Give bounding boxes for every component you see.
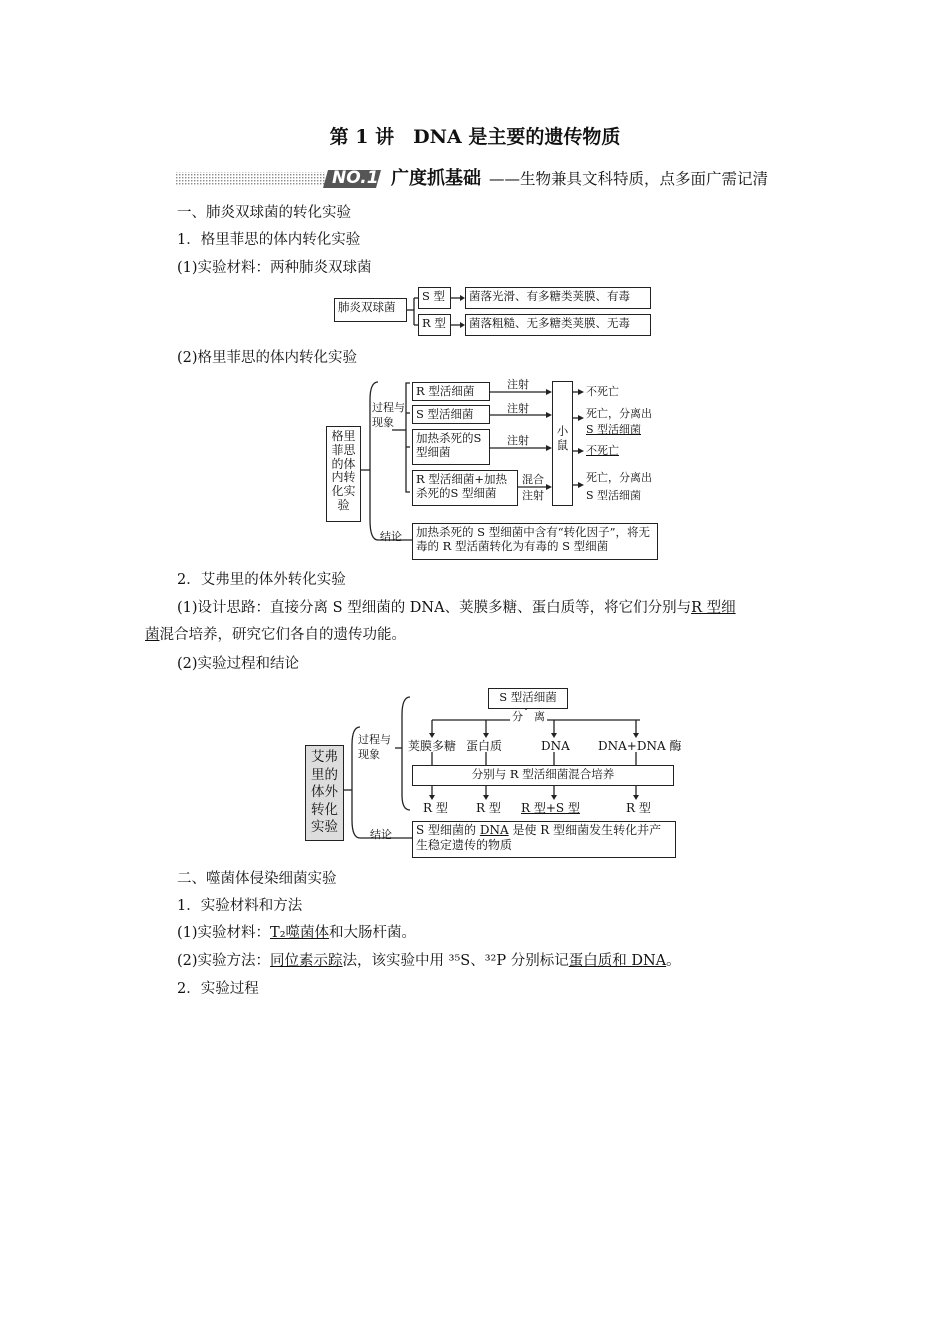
diagram3-outcome-1: R 型 [423, 801, 448, 815]
method-answer: 同位素示踪 [270, 953, 343, 969]
diagram3-conclusion-answer: DNA [479, 823, 509, 837]
diagram3-component-1: 荚膜多糖 [408, 739, 457, 753]
diagram2-result-4b: S 型活细菌 [586, 489, 642, 502]
item-heading: 1．实验材料和方法 [177, 898, 303, 914]
diagram1-root: 肺炎双球菌 [334, 298, 407, 322]
design-answer: 菌 [145, 627, 160, 643]
diagram3-top-box: S 型活细菌 [488, 688, 568, 709]
banner-badge: NO.1 [332, 168, 379, 188]
diagram2-inject-label: 注射 [507, 434, 529, 447]
design-answer: R 型细 [691, 600, 736, 616]
diagram2-inject-label: 注射 [507, 402, 529, 415]
diagram2-result-4a: 死亡，分离出 [586, 471, 652, 484]
method-text: 。 [666, 953, 681, 969]
diagram2-conclusion: 加热杀死的 S 型细菌中含有“转化因子”，将无毒的 R 型活菌转化为有毒的 S 型细菌 [412, 523, 658, 560]
diagram1-s-type: S 型 [418, 287, 451, 309]
item-heading: 1．格里菲思的体内转化实验 [177, 232, 361, 248]
banner-heading: 广度抓基础 [391, 168, 481, 189]
diagram2-group-s-live: S 型活细菌 [412, 405, 490, 424]
diagram3-component-3: DNA [541, 739, 570, 753]
materials-answer: T₂噬菌体 [270, 925, 330, 941]
diagram3-conclusion-text: S 型细菌的 [416, 823, 480, 837]
diagram2-group-s-heat-killed: 加热杀死的S 型细菌 [412, 429, 490, 465]
diagram2-root: 格里菲思的体内转化实验 [326, 426, 361, 522]
method-answer: 蛋白质和 DNA [568, 953, 667, 969]
method-text: 法，该实验中用 ³⁵S、³²P 分别标记 [342, 953, 569, 969]
diagram2-inject-label: 注射 [522, 489, 544, 502]
sub-heading: (2)实验过程和结论 [177, 656, 300, 672]
materials-line [177, 925, 416, 942]
diagram3-root: 艾弗里的体外转化实验 [305, 745, 344, 841]
diagram2-process-label: 过程与现象 [372, 401, 405, 429]
method-text: (2)实验方法： [177, 953, 271, 969]
method-line [177, 953, 681, 970]
sub-heading: (1)实验材料：两种肺炎双球菌 [177, 260, 372, 276]
diagram3-conclusion [412, 821, 676, 858]
design-text: (1)设计思路：直接分离 S 型细菌的 DNA、荚膜多糖、蛋白质等，将它们分别与 [177, 600, 692, 616]
diagram3-mix-box: 分别与 R 型活细菌混合培养 [412, 765, 674, 786]
diagram2-group-r-live: R 型活细菌 [412, 382, 490, 401]
materials-text: 和大肠杆菌。 [329, 925, 417, 941]
diagram2-mouse: 小鼠 [552, 381, 573, 506]
materials-text: (1)实验材料： [177, 925, 271, 941]
page-title: 第 1 讲 DNA 是主要的遗传物质 [329, 126, 621, 148]
diagram2-group-mixed: R 型活细菌+加热杀死的S 型细菌 [412, 470, 518, 506]
diagram3-component-4: DNA+DNA 酶 [598, 739, 682, 753]
diagram1-s-desc: 菌落光滑、有多糖类荚膜、有毒 [465, 287, 651, 309]
diagram2-result-2a: 死亡，分离出 [586, 407, 652, 420]
diagram2-inject-label: 注射 [507, 378, 529, 391]
sub-heading: (2)格里菲思的体内转化实验 [177, 350, 358, 366]
item-heading: 2．艾弗里的体外转化实验 [177, 572, 346, 588]
section-heading: 二、噬菌体侵染细菌实验 [177, 871, 337, 887]
diagram3-component-2: 蛋白质 [466, 739, 503, 753]
diagram3-conclusion-text: 是使 R 型细菌发生转化并产生稳定遗传的物质 [416, 823, 662, 852]
diagram2-result-3: 不死亡 [586, 444, 619, 457]
diagram3-separate-label: 分 离 [512, 710, 545, 723]
design-text: 混合培养，研究它们各自的遗传功能。 [159, 627, 406, 643]
diagram2-result-1: 不死亡 [586, 385, 619, 398]
diagram2-conclusion-label: 结论 [380, 530, 402, 543]
diagram3-outcome-2: R 型 [476, 801, 501, 815]
diagram3-process-label: 过程与现象 [358, 733, 391, 761]
diagram3-outcome-3: R 型+S 型 [521, 801, 580, 815]
diagram3-outcome-4: R 型 [626, 801, 651, 815]
section-heading: 一、肺炎双球菌的转化实验 [177, 205, 351, 221]
diagram2-result-2b: S 型活细菌 [586, 423, 642, 436]
banner-subtitle: ——生物兼具文科特质，点多面广需记清 [489, 170, 769, 188]
diagram3-conclusion-label: 结论 [370, 828, 392, 841]
diagram1-r-desc: 菌落粗糙、无多糖类荚膜、无毒 [465, 314, 651, 336]
diagram2-mix-label: 混合 [522, 473, 544, 486]
diagram1-r-type: R 型 [418, 314, 451, 336]
item-heading: 2．实验过程 [177, 981, 259, 997]
